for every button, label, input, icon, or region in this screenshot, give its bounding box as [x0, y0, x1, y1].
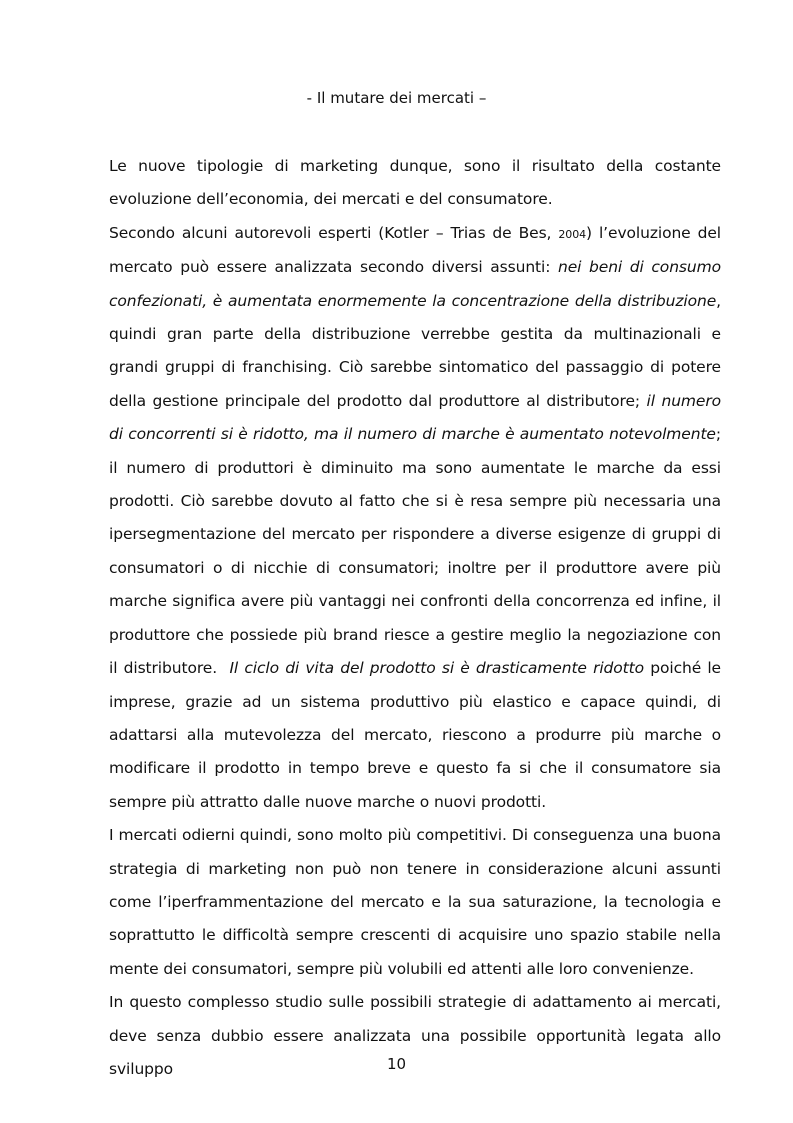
body-text [109, 150, 721, 1086]
citation-year: 2004 [558, 227, 587, 241]
italic-emphasis: Il ciclo di vita del prodotto si è drasticamente ridotto [229, 659, 645, 678]
italic-emphasis: nei beni di consumo confezionati, è aumentata enormemente la concentrazione della distribuzione [109, 258, 721, 310]
paragraph-2-text: , quindi gran parte della distribuzione verrebbe gestita da multinazionali e grandi gruppi di franchising. Ciò sarebbe sintomatico del passaggio di potere della gestione principale del prodotto dal produttore al distributore; [109, 291, 721, 410]
italic-emphasis: il numero di concorrenti si è ridotto, ma il numero di marche è aumentato notevolmente [109, 391, 722, 444]
paragraph-2-text: ) l’evoluzione del mercato può essere analizzata secondo diversi assunti: [109, 223, 722, 277]
paragraph-2 [109, 217, 721, 819]
page-title: - Il mutare dei mercati – [306, 89, 487, 107]
paragraph-2-text: Secondo alcuni autorevoli esperti (Kotler – Trias de Bes, [109, 223, 552, 242]
paragraph-3: I mercati odierni quindi, sono molto più competitivi. Di conseguenza una buona strategia di marketing non può non tenere in considerazione alcuni assunti come l’iperframmentazione del mercato e la sua saturazione, la tecnologia e soprattutto le difficoltà sempre crescenti di acquisire uno spazio stabile nella mente dei consumatori, sempre più volubili ed attenti alle loro convenienze. [109, 826, 721, 978]
paragraph-4: In questo complesso studio sulle possibili strategie di adattamento ai mercati, deve senza dubbio essere analizzata una possibile opportunità legata allo sviluppo [109, 993, 721, 1078]
paragraph-2-text: poiché le imprese, grazie ad un sistema produttivo più elastico e capace quindi, di adattarsi alla mutevolezza del mercato, riescono a produrre più marche o modificare il prodotto in tempo breve e questo fa si che il consumatore sia sempre più attratto dalle nuove marche o nuovi prodotti. [109, 659, 721, 811]
page-number: 10 [386, 1055, 407, 1073]
paragraph-2-text: ; il numero di produttori è diminuito ma sono aumentate le marche da essi prodotti. Ciò sarebbe dovuto al fatto che si è resa sempre più necessaria una ipersegmentazione del mercato per rispondere a diverse esigenze di gruppi di consumatori o di nicchie di consumatori; inoltre per il produttore avere più marche significa avere più vantaggi nei confronti della concorrenza ed infine, il produttore che possiede più brand riesce a gestire meglio la negoziazione con il distributore. [109, 425, 721, 678]
paragraph-1: Le nuove tipologie di marketing dunque, sono il risultato della costante evoluzione dell’economia, dei mercati e del consumatore. [109, 157, 721, 209]
